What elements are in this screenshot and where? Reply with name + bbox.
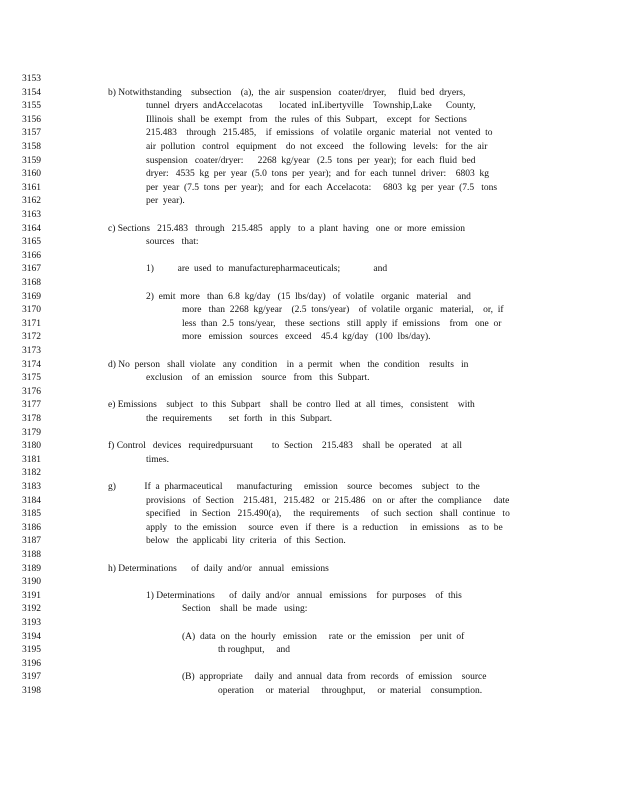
text-line: per year (7.5 tons per year); and for each Accelacota: 6803 kg per year (7.5 tons: [146, 182, 498, 193]
line-number: 3186: [22, 522, 41, 533]
line-number: 3159: [22, 155, 41, 166]
line-number: 3179: [22, 427, 41, 438]
text-line: c) Sections 215.483 through 215.485 apply to a plant having one or more emission: [108, 223, 465, 234]
line-number: 3154: [22, 87, 41, 98]
text-line: 215.483 through 215.485, if emissions of volatile organic material not vented to: [146, 128, 493, 139]
text-line: more than 2268 kg/year (2.5 tons/year) of volatile organic material, or, if: [182, 305, 504, 316]
text-line: d) No person shall violate any condition in a permit when the condition results in: [108, 359, 469, 370]
text-line: dryer: 4535 kg per year (5.0 tons per year); and for each tunnel driver: 6803 kg: [146, 169, 489, 180]
line-number: 3197: [22, 672, 41, 683]
line-number: 3153: [22, 74, 41, 84]
line-number: 3195: [22, 645, 41, 656]
text-line: th roughput, and: [218, 645, 291, 656]
line-number: 3190: [22, 577, 41, 588]
line-number: 3191: [22, 590, 41, 601]
text-line: sources that:: [146, 237, 199, 248]
line-number: 3165: [22, 237, 41, 248]
line-number: 3156: [22, 114, 41, 125]
line-number: 3188: [22, 550, 41, 560]
text-line: b) Notwithstanding subsection (a), the air suspension coater/dryer, fluid bed dryers,: [108, 87, 466, 98]
text-line: operation or material throughput, or material consumption.: [218, 686, 483, 696]
line-number: 3160: [22, 169, 41, 180]
line-number: 3166: [22, 250, 41, 261]
line-number: 3172: [22, 332, 41, 343]
line-number: 3161: [22, 182, 41, 193]
text-line: specified in Section 215.490(a), the requirements of such section shall continue to: [146, 509, 510, 520]
text-line: 2) emit more than 6.8 kg/day (15 lbs/day) of volatile organic material and: [146, 291, 471, 302]
text-line: exclusion of an emission source from this Subpart.: [146, 373, 370, 384]
line-number: 3162: [22, 196, 41, 207]
line-number: 3176: [22, 386, 41, 397]
line-number: 3168: [22, 278, 41, 288]
line-number: 3169: [22, 291, 41, 302]
line-number: 3194: [22, 631, 41, 642]
line-number: 3164: [22, 223, 41, 234]
line-number: 3192: [22, 604, 41, 615]
text-line: (A) data on the hourly emission rate or the emission per unit of: [182, 631, 465, 642]
line-number: 3158: [22, 142, 41, 152]
line-number: 3173: [22, 346, 41, 356]
line-number: 3177: [22, 400, 41, 411]
line-number: 3187: [22, 536, 41, 547]
text-line: suspension coater/dryer: 2268 kg/year (2.5 tons per year); for each fluid bed: [146, 155, 476, 166]
line-number: 3180: [22, 441, 41, 452]
line-number: 3174: [22, 359, 41, 370]
text-line: per year).: [146, 196, 185, 207]
text-line: Illinois shall be exempt from the rules of this Subpart, except for Sections: [146, 114, 467, 125]
line-number: 3193: [22, 618, 41, 628]
line-number: 3182: [22, 468, 41, 479]
text-line: below the applicabi lity criteria of this Section.: [146, 536, 346, 547]
text-line: 1) Determinations of daily and/or annual emissions for purposes of this: [146, 590, 462, 601]
line-number: 3184: [22, 495, 41, 506]
text-line: less than 2.5 tons/year, these sections still apply if emissions from one or: [182, 318, 502, 329]
line-number: 3181: [22, 454, 41, 465]
text-line: h) Determinations of daily and/or annual emissions: [108, 563, 329, 574]
text-line: g) If a pharmaceutical manufacturing emission source becomes subject to the: [108, 482, 480, 492]
text-line: provisions of Section 215.481, 215.482 or 215.486 on or after the compliance date: [146, 495, 510, 506]
text-line: tunnel dryers andAccelacotas located inLibertyville Township,Lake County,: [146, 101, 476, 112]
text-line: f) Control devices requiredpursuant to Section 215.483 shall be operated at all: [108, 441, 463, 452]
line-number: 3198: [22, 686, 41, 696]
line-number: 3163: [22, 210, 41, 220]
line-number: 3175: [22, 373, 41, 384]
text-line: 1) are used to manufacturepharmaceuticals; and: [146, 264, 388, 275]
line-number: 3167: [22, 264, 41, 275]
text-line: air pollution control equipment do not exceed the following levels: for the air: [146, 142, 488, 152]
text-line: the requirements set forth in this Subpart.: [146, 414, 333, 424]
line-number: 3189: [22, 563, 41, 574]
line-number: 3183: [22, 482, 41, 492]
line-number: 3155: [22, 101, 41, 112]
line-number: 3171: [22, 318, 41, 329]
text-line: (B) appropriate daily and annual data from records of emission source: [182, 672, 487, 683]
line-number: 3178: [22, 414, 41, 424]
text-line: apply to the emission source even if there is a reduction in emissions as to be: [146, 522, 503, 533]
text-line: times.: [146, 454, 169, 465]
line-number: 3196: [22, 658, 41, 669]
line-number: 3157: [22, 128, 41, 139]
line-number: 3170: [22, 305, 41, 316]
text-line: more emission sources exceed 45.4 kg/day (100 lbs/day).: [182, 332, 431, 343]
text-line: e) Emissions subject to this Subpart shall be contro lled at all times, consistent with: [108, 400, 475, 411]
text-line: Section shall be made using:: [182, 604, 308, 615]
line-number: 3185: [22, 509, 41, 520]
